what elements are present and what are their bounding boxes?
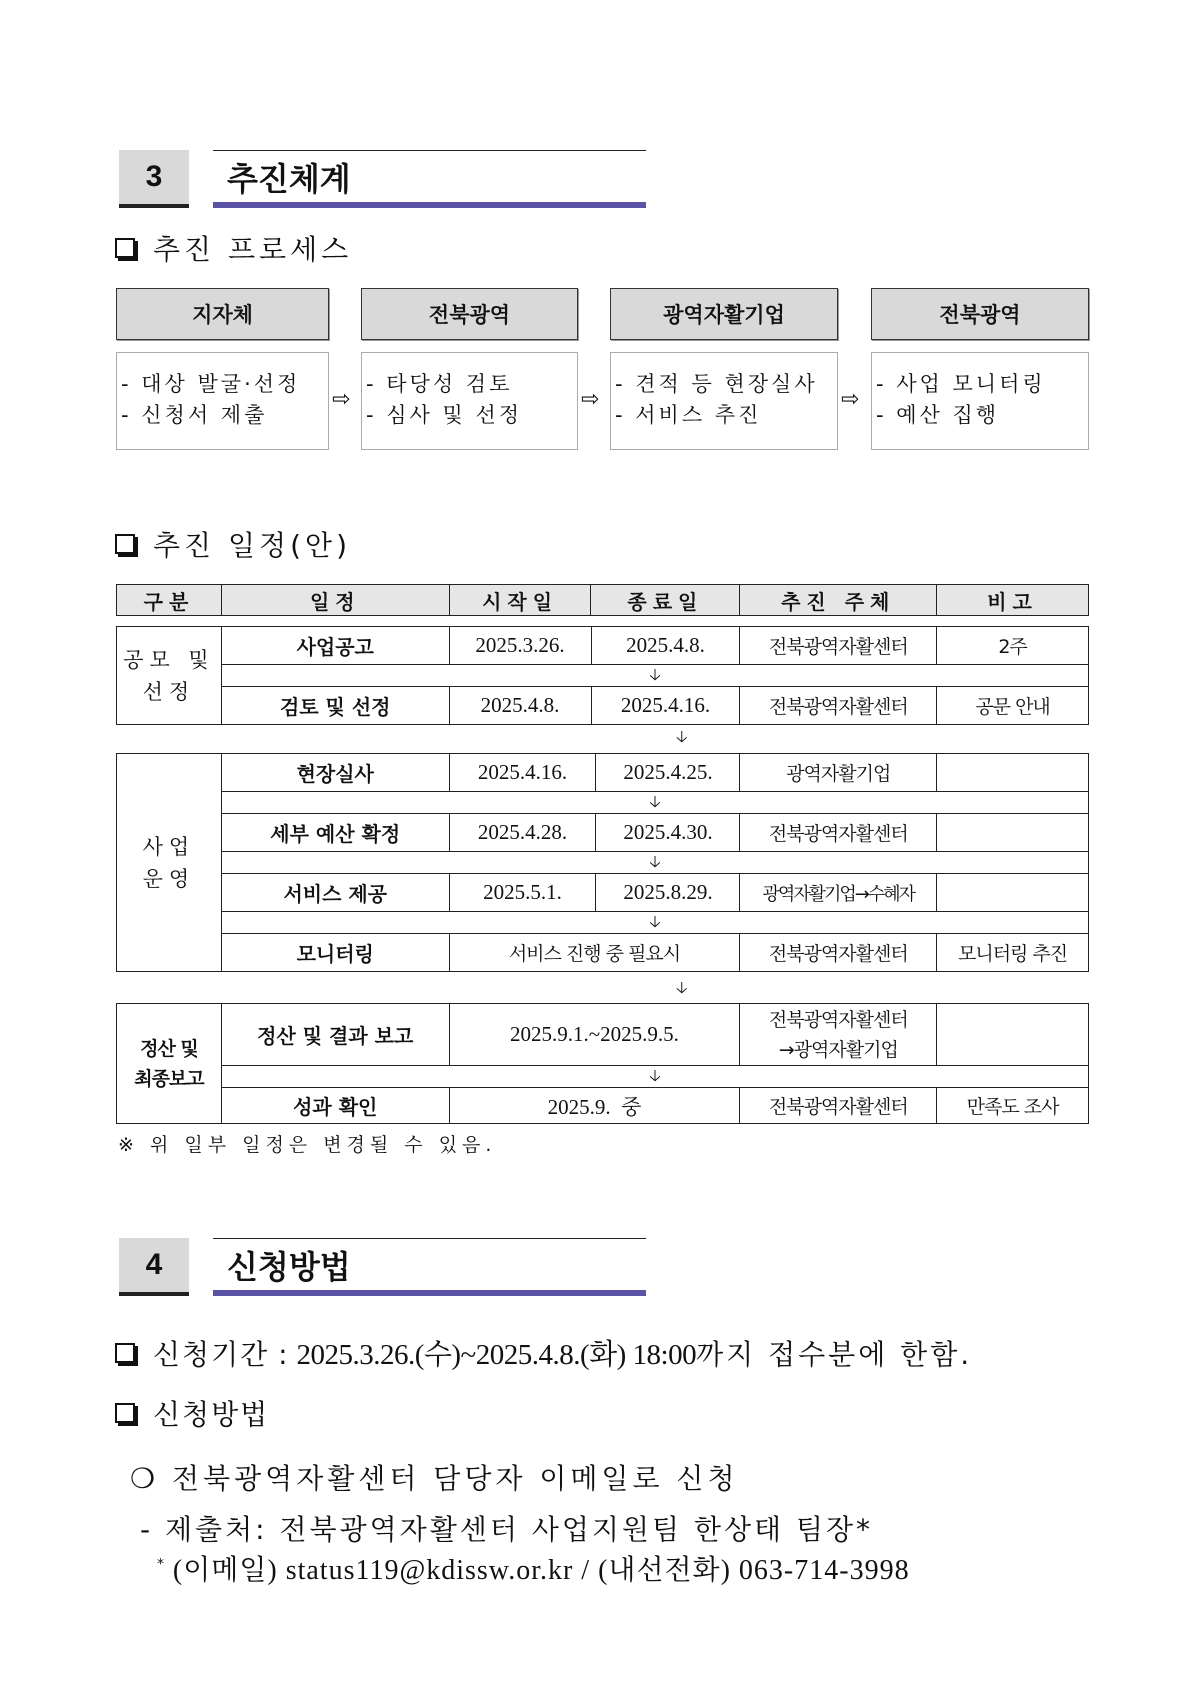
process-step-body [361,352,578,450]
section-title [213,150,646,208]
schedule-header-table [116,584,1089,616]
right-arrow-icon: ⇨ [841,387,860,412]
table-row [117,1004,1089,1066]
apply-method-label: 신청방법 [153,1398,270,1431]
task-cell: 사업공고 [221,627,449,665]
task-cell: 현장실사 [221,754,449,792]
note-cell: 만족도 조사 [937,1088,1089,1124]
owner-cell: 광역자활기업→수혜자 [740,874,937,912]
schedule-heading-text: 추진 일정(안) [153,529,351,562]
process-step-line: - 예산 집행 [876,403,1000,427]
process-step-line: - 사업 모니터링 [876,372,1046,396]
apply-period-label: 신청기간 [153,1338,270,1371]
square-bullet-icon [115,238,135,258]
owner-cell: 전북광역자활센터 [740,687,937,725]
column-header: 종료일 [591,585,740,616]
end-date-cell: 2025.8.29. [596,874,740,912]
group-label: 정산 및 최종보고 [117,1004,222,1124]
period-cell: 서비스 진행 중 필요시 [449,934,740,972]
start-date-cell: 2025.4.8. [449,687,591,725]
arrow-row [117,792,1089,814]
down-arrow-icon: 🡣 [221,912,1088,934]
process-step-line: - 견적 등 현장실사 [615,372,818,396]
column-header: 추진 주체 [740,585,937,616]
start-date-cell: 2025.4.16. [449,754,596,792]
footnote-mark: * [157,1556,164,1573]
process-step-body [871,352,1089,450]
owner-cell: 전북광역자활센터 [740,934,937,972]
column-header: 비고 [937,585,1089,616]
owner-cell: 전북광역자활센터 [740,627,937,665]
schedule-group-table [116,626,1089,725]
task-cell: 정산 및 결과 보고 [221,1004,449,1066]
period-cell: 2025.9.1.~2025.9.5. [449,1004,740,1066]
down-arrow-icon: 🡣 [676,978,688,997]
owner-cell: 광역자활기업 [740,754,937,792]
table-row [117,627,1089,665]
down-arrow-icon: 🡣 [221,665,1088,687]
note-cell [937,754,1089,792]
column-header: 구분 [117,585,222,616]
end-date-cell: 2025.4.30. [596,814,740,852]
process-step-line: - 대상 발굴·선정 [121,372,301,396]
schedule-group-table [116,753,1089,972]
section-number: 3 [119,150,189,208]
section-title [213,1238,646,1296]
arrow-row [117,1066,1089,1088]
column-header: 일정 [221,585,449,616]
task-cell: 세부 예산 확정 [221,814,449,852]
section-title-text: 신청방법 [227,1247,351,1286]
arrow-row [117,665,1089,687]
apply-period-suffix: 까지 접수분에 한함. [696,1338,973,1371]
process-step-line: - 심사 및 선정 [366,403,523,427]
table-row [117,874,1089,912]
apply-period [115,1332,972,1373]
owner-cell: 전북광역자활센터 [740,814,937,852]
note-cell [937,814,1089,852]
down-arrow-icon: 🡣 [221,852,1088,874]
start-date-cell: 2025.4.28. [449,814,596,852]
end-date-cell: 2025.4.25. [596,754,740,792]
process-step-header: 전북광역 [361,288,578,340]
arrow-row [117,912,1089,934]
table-row [117,754,1089,792]
section-number: 4 [119,1238,189,1296]
owner-cell: 전북광역자활센터 [740,1088,937,1124]
down-arrow-icon: 🡣 [221,1066,1088,1088]
table-header-row [117,585,1089,616]
end-date-cell: 2025.4.8. [591,627,740,665]
note-cell [937,1004,1089,1066]
square-bullet-icon [115,1343,135,1363]
arrow-row [117,852,1089,874]
apply-period-value: 2025.3.26.(수)~2025.4.8.(화) 18:00 [296,1339,697,1371]
contact-details [157,1548,910,1588]
table-row [117,934,1089,972]
process-step-header: 지자체 [116,288,329,340]
process-step-line: - 신청서 제출 [121,403,268,427]
down-arrow-icon: 🡣 [676,727,688,746]
task-cell: 서비스 제공 [221,874,449,912]
schedule-group-table [116,1003,1089,1124]
process-step-line: - 타당성 검토 [366,372,513,396]
apply-method-line: ❍ 전북광역자활센터 담당자 이메일로 신청 [130,1462,739,1495]
task-cell: 성과 확인 [221,1088,449,1124]
process-heading-text: 추진 프로세스 [153,233,353,266]
task-cell: 모니터링 [221,934,449,972]
group-label: 사업 운영 [117,754,222,972]
table-row [117,687,1089,725]
note-cell: 모니터링 추진 [937,934,1089,972]
group-label: 공모 및 선정 [117,627,222,725]
start-date-cell: 2025.5.1. [449,874,596,912]
start-date-cell: 2025.3.26. [449,627,591,665]
process-step-header: 전북광역 [871,288,1089,340]
process-step-line: - 서비스 추진 [615,403,762,427]
contact-line: (이메일) status119@kdissw.or.kr / (내선전화) 063-714-3998 [172,1555,910,1586]
note-cell: 2주 [937,627,1089,665]
table-row [117,814,1089,852]
period-cell: 2025.9. 중 [449,1088,740,1124]
right-arrow-icon: ⇨ [581,387,600,412]
schedule-footnote: ※ 위 일부 일정은 변경될 수 있음. [118,1134,497,1156]
square-bullet-icon [115,534,135,554]
square-bullet-icon [115,1403,135,1423]
schedule-heading [115,524,351,564]
column-header: 시작일 [449,585,591,616]
note-cell [937,874,1089,912]
process-heading [115,228,352,268]
note-cell: 공문 안내 [937,687,1089,725]
down-arrow-icon: 🡣 [221,792,1088,814]
table-row [117,1088,1089,1124]
process-step-body [116,352,329,450]
apply-period-separator: : [269,1338,297,1371]
task-cell: 검토 및 선정 [221,687,449,725]
process-step-body [610,352,838,450]
process-step-header: 광역자활기업 [610,288,838,340]
owner-cell: 전북광역자활센터 →광역자활기업 [740,1004,937,1066]
end-date-cell: 2025.4.16. [591,687,740,725]
right-arrow-icon: ⇨ [332,387,351,412]
submit-contact-line: - 제출처: 전북광역자활센터 사업지원팀 한상태 팀장* [140,1513,874,1546]
apply-method-heading [115,1393,269,1433]
section-title-text: 추진체계 [227,159,351,198]
